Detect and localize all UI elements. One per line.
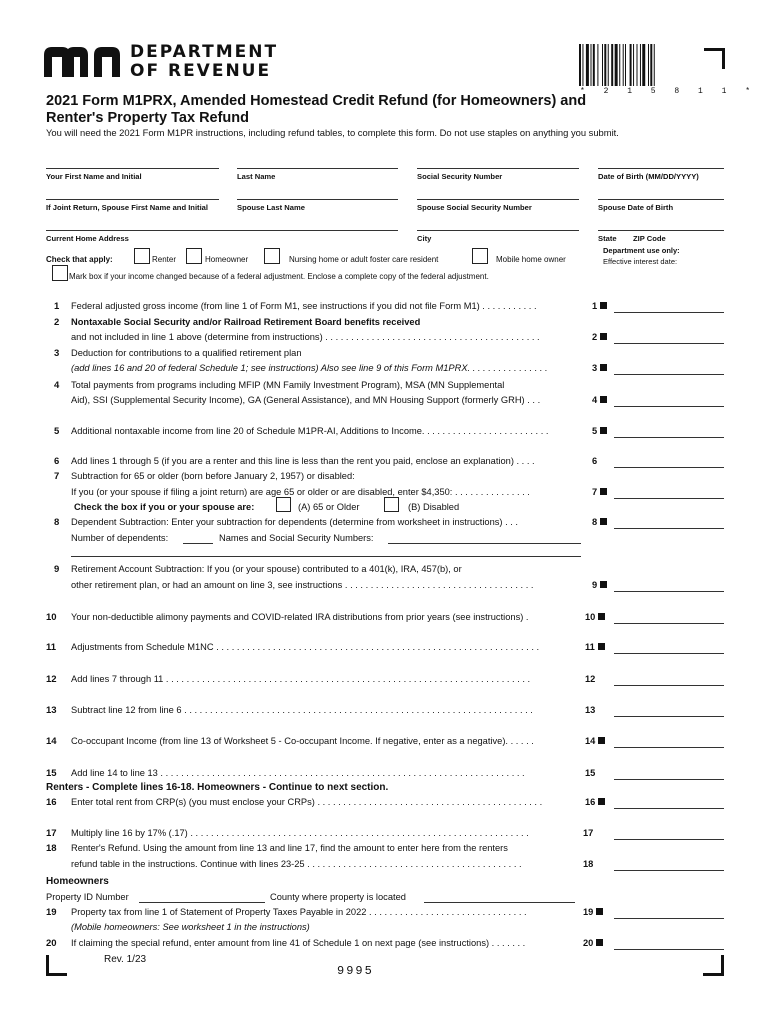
dependents-names-field-2[interactable] xyxy=(71,556,581,557)
age-65-checkbox[interactable] xyxy=(276,497,291,512)
ssn-field[interactable] xyxy=(417,168,579,169)
address-label: Current Home Address xyxy=(46,234,129,243)
line-11-text: Adjustments from Schedule M1NC . . . . . . . . . . . . . . . . . . . . . . . . . . . . . . . . . . . . . . . . . . . . . . . . . . . . . . . . . . . . . . . xyxy=(71,642,540,652)
line-4-text-b: Aid), SSI (Supplemental Security Income), GA (General Assistance), and MN Housing Support (formerly GRH) . . . xyxy=(71,395,541,405)
line-9-text-b: other retirement plan, or had an amount on line 3, see instructions . . . . . . . . . . . . . . . . . . . . . . . . . . . . . . . . . . . . . xyxy=(71,580,534,590)
last-name-field[interactable] xyxy=(237,168,398,169)
line-15-text: Add line 14 to line 13 . . . . . . . . . . . . . . . . . . . . . . . . . . . . . . . . . . . . . . . . . . . . . . . . . . . . . . . . . . . . . . . . . . . . . . . xyxy=(71,768,525,778)
line-19-ref: 19 xyxy=(583,907,603,917)
line-7-number: 7 xyxy=(54,471,60,482)
first-name-label: Your First Name and Initial xyxy=(46,172,142,181)
line-8-text-a: Dependent Subtraction: Enter your subtraction for dependents (determine from worksheet in instructions) . . . xyxy=(71,517,518,527)
mobile-home-checkbox[interactable] xyxy=(472,248,488,264)
line-13-number: 13 xyxy=(46,705,57,716)
line-8-dependents-label: Number of dependents: xyxy=(71,533,169,543)
line-14-amount[interactable] xyxy=(614,747,724,748)
line-15-amount[interactable] xyxy=(614,779,724,780)
line-1-text: Federal adjusted gross income (from line 1 of Form M1, see instructions if you did not file Form M1) . . . . . . . . . . . xyxy=(71,301,537,311)
property-id-field[interactable] xyxy=(139,902,265,903)
line-19-text-a: Property tax from line 1 of Statement of Property Taxes Payable in 2022 . . . . . . . . . . . . . . . . . . . . . . . . . . . . . . . xyxy=(71,907,527,917)
line-3-number: 3 xyxy=(54,348,60,359)
line-17-number: 17 xyxy=(46,828,57,839)
line-3-text-b: (add lines 16 and 20 of federal Schedule 1; see instructions) Also see line 9 of this Form M1PRX. . . . . . . . . . . . . . . . xyxy=(71,363,548,373)
spouse-ssn-field[interactable] xyxy=(417,199,579,200)
dob-label: Date of Birth (MM/DD/YYYY) xyxy=(598,172,699,181)
corner-mark-bottom-right xyxy=(703,955,724,976)
line-19-number: 19 xyxy=(46,907,57,918)
city-label: City xyxy=(417,234,432,243)
line-5-ref: 5 xyxy=(592,426,607,436)
line-11-amount[interactable] xyxy=(614,653,724,654)
line-20-amount[interactable] xyxy=(614,949,724,950)
form-subtitle: You will need the 2021 Form M1PR instructions, including refund tables, to complete this form. Do not use staples on anything you submit. xyxy=(46,127,619,138)
line-16-number: 16 xyxy=(46,797,57,808)
line-6-ref: 6 xyxy=(592,456,598,466)
line-20-number: 20 xyxy=(46,938,57,949)
age-65-label: (A) 65 or Older xyxy=(298,502,360,512)
mobile-home-label: Mobile home owner xyxy=(496,255,566,264)
line-12-amount[interactable] xyxy=(614,685,724,686)
line-5-number: 5 xyxy=(54,426,60,437)
line-6-amount[interactable] xyxy=(614,467,724,468)
state-label: State xyxy=(598,234,617,243)
homeowner-label: Homeowner xyxy=(205,255,249,264)
line-9-ref: 9 xyxy=(592,580,607,590)
spouse-last-name-label: Spouse Last Name xyxy=(237,203,305,212)
line-1-number: 1 xyxy=(54,301,60,312)
line-12-number: 12 xyxy=(46,674,57,685)
line-6-number: 6 xyxy=(54,456,60,467)
line-4-amount[interactable] xyxy=(614,406,724,407)
line-8-number: 8 xyxy=(54,517,60,528)
line-19-text-b: (Mobile homeowners: See worksheet 1 in the instructions) xyxy=(71,922,310,932)
homeowner-checkbox[interactable] xyxy=(186,248,202,264)
check-apply-label: Check that apply: xyxy=(46,255,113,264)
line-14-text: Co-occupant Income (from line 13 of Worksheet 5 - Co-occupant Income. If negative, enter as a negative). . . . . . xyxy=(71,736,534,746)
disabled-checkbox[interactable] xyxy=(384,497,399,512)
federal-adjustment-label: Mark box if your income changed because of a federal adjustment. Enclose a complete copy of the federal adjustment. xyxy=(69,272,489,281)
corner-mark-bottom-left xyxy=(46,955,67,976)
line-10-text: Your non-deductible alimony payments and COVID-related IRA distributions from prior years (see instructions) . xyxy=(71,612,529,622)
form-code: 9995 xyxy=(337,964,374,978)
line-13-ref: 13 xyxy=(585,705,596,715)
line-13-text: Subtract line 12 from line 6 . . . . . . . . . . . . . . . . . . . . . . . . . . . . . . . . . . . . . . . . . . . . . . . . . . . . . . . . . . . . . . . . . . . . xyxy=(71,705,533,715)
line-10-amount[interactable] xyxy=(614,623,724,624)
revision-date: Rev. 1/23 xyxy=(104,954,147,965)
spouse-ssn-label: Spouse Social Security Number xyxy=(417,203,532,212)
line-16-amount[interactable] xyxy=(614,808,724,809)
mn-logo-icon xyxy=(44,47,122,77)
line-1-ref: 1 xyxy=(592,301,607,311)
line-2-ref: 2 xyxy=(592,332,607,342)
line-16-text: Enter total rent from CRP(s) (you must enclose your CRPs) . . . . . . . . . . . . . . . . . . . . . . . . . . . . . . . . . . . . . . . . . . . . xyxy=(71,797,543,807)
line-18-amount[interactable] xyxy=(614,870,724,871)
county-field[interactable] xyxy=(424,902,575,903)
line-5-amount[interactable] xyxy=(614,437,724,438)
last-name-label: Last Name xyxy=(237,172,276,181)
line-9-number: 9 xyxy=(54,564,60,575)
spouse-first-name-field[interactable] xyxy=(46,199,219,200)
spouse-last-name-field[interactable] xyxy=(237,199,398,200)
dob-field[interactable] xyxy=(598,168,724,169)
line-7-text-a: Subtraction for 65 or older (born before January 2, 1957) or disabled: xyxy=(71,471,355,481)
line-6-text: Add lines 1 through 5 (if you are a renter and this line is less than the rent you paid, enclose an explanation) . . . . xyxy=(71,456,535,466)
line-9-text-a: Retirement Account Subtraction: If you (or your spouse) contributed to a 401(k), IRA, 457(b), or xyxy=(71,564,462,574)
dept-line-1: DEPARTMENT xyxy=(130,42,279,62)
line-7-check-label: Check the box if you or your spouse are: xyxy=(74,502,255,512)
line-17-text: Multiply line 16 by 17% (.17) . . . . . . . . . . . . . . . . . . . . . . . . . . . . . . . . . . . . . . . . . . . . . . . . . . . . . . . . . . . . . . . . . . xyxy=(71,828,529,838)
first-name-field[interactable] xyxy=(46,168,219,169)
property-id-label: Property ID Number xyxy=(46,892,129,902)
line-2-text-b: and not included in line 1 above (determine from instructions) . . . . . . . . . . . . . . . . . . . . . . . . . . . . . . . . . . . . . . . . . . xyxy=(71,332,540,342)
renter-label: Renter xyxy=(152,255,177,264)
zip-label: ZIP Code xyxy=(633,234,666,243)
address-field[interactable] xyxy=(46,230,398,231)
department-name xyxy=(130,43,278,81)
city-field[interactable] xyxy=(417,230,579,231)
line-3-ref: 3 xyxy=(592,363,607,373)
county-label: County where property is located xyxy=(270,892,406,902)
line-18-text-a: Renter's Refund. Using the amount from line 13 and line 17, find the amount to enter here from the renters xyxy=(71,843,508,853)
line-3-amount[interactable] xyxy=(614,374,724,375)
line-18-ref: 18 xyxy=(583,859,594,869)
spouse-dob-label: Spouse Date of Birth xyxy=(598,203,674,212)
line-14-ref: 14 xyxy=(585,736,605,746)
line-20-ref: 20 xyxy=(583,938,603,948)
line-3-text-a: Deduction for contributions to a qualified retirement plan xyxy=(71,348,302,358)
line-7-text-b: If you (or your spouse if filing a joint return) are age 65 or older or are disabled, enter $4,350: . . . . . . . . . . . . . . . xyxy=(71,487,530,497)
homeowners-section-heading: Homeowners xyxy=(46,876,109,887)
line-4-text-a: Total payments from programs including MFIP (MN Family Investment Program), MSA (MN Supplemental xyxy=(71,380,505,390)
corner-mark-top-right xyxy=(704,48,725,69)
dependents-names-field[interactable] xyxy=(388,543,581,544)
line-2-amount[interactable] xyxy=(614,343,724,344)
line-20-text: If claiming the special refund, enter amount from line 41 of Schedule 1 on next page (see instructions) . . . . . . . xyxy=(71,938,526,948)
line-2-number: 2 xyxy=(54,317,60,328)
line-10-number: 10 xyxy=(46,612,57,623)
line-7-ref: 7 xyxy=(592,487,607,497)
line-17-amount[interactable] xyxy=(614,839,724,840)
ssn-label: Social Security Number xyxy=(417,172,503,181)
line-17-ref: 17 xyxy=(583,828,594,838)
dept-use-label: Department use only: xyxy=(603,246,680,255)
line-19-amount[interactable] xyxy=(614,918,724,919)
dept-line-2: OF REVENUE xyxy=(130,61,272,81)
line-2-text-a: Nontaxable Social Security and/or Railroad Retirement Board benefits received xyxy=(71,317,421,327)
state-zip-field[interactable] xyxy=(598,230,724,231)
spouse-dob-field[interactable] xyxy=(598,199,724,200)
line-12-ref: 12 xyxy=(585,674,596,684)
line-8-amount[interactable] xyxy=(614,528,724,529)
line-15-ref: 15 xyxy=(585,768,596,778)
line-15-number: 15 xyxy=(46,768,57,779)
line-11-ref: 11 xyxy=(585,642,605,652)
line-18-number: 18 xyxy=(46,843,57,854)
barcode-icon xyxy=(579,44,679,86)
federal-adjustment-checkbox[interactable] xyxy=(52,265,68,281)
line-8-names-label: Names and Social Security Numbers: xyxy=(219,533,374,543)
renters-section-heading: Renters - Complete lines 16-18. Homeowners - Continue to next section. xyxy=(46,782,389,793)
renter-checkbox[interactable] xyxy=(134,248,150,264)
form-title: 2021 Form M1PRX, Amended Homestead Credit Refund (for Homeowners) and Renter's Property Tax Refund xyxy=(46,93,587,126)
line-16-ref: 16 xyxy=(585,797,605,807)
line-7-amount[interactable] xyxy=(614,498,724,499)
dependents-count-field[interactable] xyxy=(183,543,213,544)
nursing-home-label: Nursing home or adult foster care resident xyxy=(289,255,439,264)
disabled-label: (B) Disabled xyxy=(408,502,460,512)
line-10-ref: 10 xyxy=(585,612,605,622)
line-5-text: Additional nontaxable income from line 20 of Schedule M1PR-AI, Additions to Income. . . . . . . . . . . . . . . . . . . . . . . . . xyxy=(71,426,549,436)
line-13-amount[interactable] xyxy=(614,716,724,717)
line-4-ref: 4 xyxy=(592,395,607,405)
line-9-amount[interactable] xyxy=(614,591,724,592)
line-8-ref: 8 xyxy=(592,517,607,527)
dept-use-rate: Effective interest date: xyxy=(603,257,678,266)
line-18-text-b: refund table in the instructions. Continue with lines 23-25 . . . . . . . . . . . . . . . . . . . . . . . . . . . . . . . . . . . . . . . . . . xyxy=(71,859,522,869)
line-12-text: Add lines 7 through 11 . . . . . . . . . . . . . . . . . . . . . . . . . . . . . . . . . . . . . . . . . . . . . . . . . . . . . . . . . . . . . . . . . . . . . . . xyxy=(71,674,531,684)
line-1-amount[interactable] xyxy=(614,312,724,313)
line-4-number: 4 xyxy=(54,380,60,391)
line-14-number: 14 xyxy=(46,736,57,747)
spouse-first-name-label: If Joint Return, Spouse First Name and Initial xyxy=(46,203,209,212)
line-11-number: 11 xyxy=(46,642,57,653)
barcode-number: * 2 1 5 8 1 1 * xyxy=(580,87,758,96)
nursing-home-checkbox[interactable] xyxy=(264,248,280,264)
